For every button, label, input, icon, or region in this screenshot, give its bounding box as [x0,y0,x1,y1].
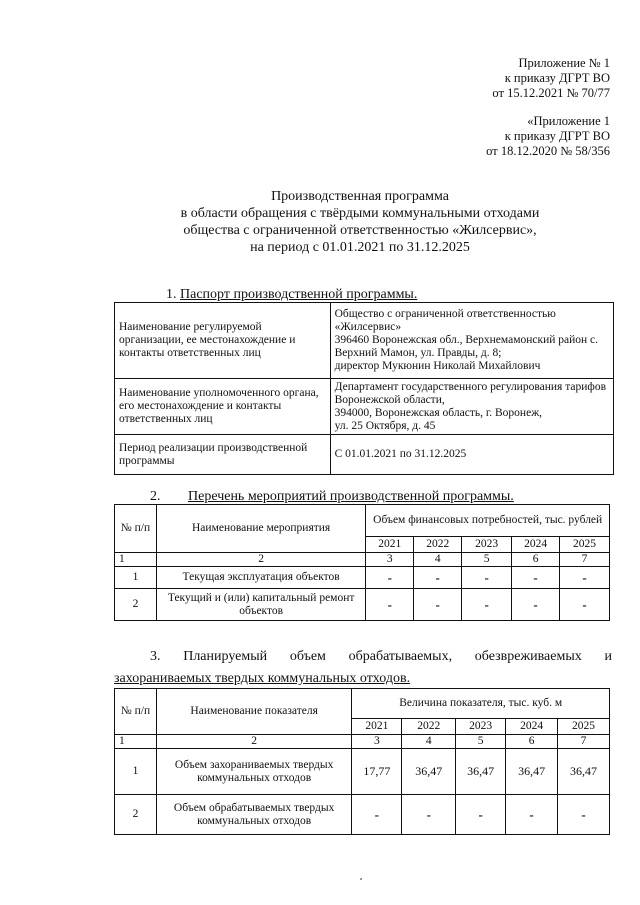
table-header-row [115,689,610,719]
year-header: 2021 [352,719,402,735]
index-cell: 1 [115,735,157,749]
value-cell: 36,47 [456,749,506,795]
value-cell: - [414,567,462,589]
index-cell: 3 [352,735,402,749]
year-header: 2024 [506,719,558,735]
row-number: 1 [115,567,157,589]
table-row [115,795,610,835]
value-cell: 17,77 [352,749,402,795]
value-cell: - [462,589,512,621]
volumes-table [114,688,610,835]
passport-value [330,303,613,379]
value-cell: 36,47 [402,749,456,795]
section-number: 2. [150,489,161,504]
section-heading-text: Паспорт производственной программы. [180,287,418,302]
col-header-group: Величина показателя, тыс. куб. м [352,689,610,719]
table-row [115,303,614,379]
value-cell: - [506,795,558,835]
appendix-line: к приказу ДГРТ ВО [504,129,610,143]
year-header: 2022 [414,537,462,553]
heading-word: обрабатываемых, [348,649,453,664]
section2-heading [150,488,514,505]
section3-heading [150,648,612,665]
passport-label: Наименование регулируемой организации, ее местонахождение и контакты ответственных лиц [115,303,331,379]
index-cell: 4 [414,553,462,567]
appendix-line: от 15.12.2021 № 70/77 [492,86,610,100]
index-cell: 2 [156,553,365,567]
index-cell: 7 [560,553,610,567]
scan-speck [360,878,362,880]
heading-word: объем [289,649,326,664]
year-header: 2024 [512,537,560,553]
year-header: 2023 [462,537,512,553]
value-cell: - [366,567,414,589]
activity-name: Текущий и (или) капитальный ремонт объектов [156,589,365,621]
heading-word: Планируемый [183,649,268,664]
appendix-header-current [492,56,610,101]
title-line: общества с ограниченной ответственностью «Жилсервис», [183,223,537,238]
index-cell: 2 [156,735,351,749]
index-cell: 5 [456,735,506,749]
appendix-line: «Приложение 1 [527,114,610,128]
year-header: 2025 [558,719,610,735]
index-cell: 1 [115,553,157,567]
section3-heading-line2 [114,670,410,687]
value-cell: - [512,589,560,621]
title-line: Производственная программа [271,189,449,204]
section-heading-text: Перечень мероприятий производственной программы. [188,489,514,504]
section-number: 1. [166,287,177,302]
index-row [115,735,610,749]
indicator-name: Объем обрабатываемых твердых коммунальных отходов [156,795,351,835]
passport-table [114,302,614,475]
index-cell: 6 [506,735,558,749]
passport-value [330,435,613,475]
index-row [115,553,610,567]
activity-name: Текущая эксплуатация объектов [156,567,365,589]
year-header: 2025 [560,537,610,553]
document-title [60,188,640,256]
section-number: 3. [150,649,161,664]
section1-heading [166,286,417,303]
appendix-line: от 18.12.2020 № 58/356 [486,144,610,158]
table-row [115,435,614,475]
title-line: на период с 01.01.2021 по 31.12.2025 [250,240,470,255]
row-number: 2 [115,795,157,835]
passport-label: Наименование уполномоченного органа, его местонахождение и контакты ответственных лиц [115,379,331,435]
value-cell: - [512,567,560,589]
section-heading-text: захораниваемых твердых коммунальных отходов. [114,671,411,686]
value-cell: - [560,589,610,621]
col-header-name: Наименование мероприятия [156,505,365,553]
value-cell: - [414,589,462,621]
appendix-header-previous [486,114,610,159]
heading-word: и [604,649,612,664]
col-header-no: № п/п [115,505,157,553]
year-header: 2021 [366,537,414,553]
value-cell: 36,47 [506,749,558,795]
value-line: ул. 25 Октября, д. 45 [334,419,436,432]
col-header-name: Наименование показателя [156,689,351,735]
value-line: Департамент государственного регулирования тарифов Воронежской области, [334,380,606,406]
year-header: 2022 [402,719,456,735]
value-line: директор Мукюнин Николай Михайлович [334,360,541,372]
table-row [115,749,610,795]
index-cell: 7 [558,735,610,749]
indicator-name: Объем захораниваемых твердых коммунальных отходов [156,749,351,795]
value-cell: - [558,795,610,835]
value-line: С 01.01.2021 по 31.12.2025 [334,448,467,460]
year-header: 2023 [456,719,506,735]
heading-word: обезвреживаемых [474,649,582,664]
index-cell: 3 [366,553,414,567]
value-cell: - [402,795,456,835]
value-cell: - [366,589,414,621]
passport-value [330,379,613,435]
value-cell: - [352,795,402,835]
title-line: в области обращения с твёрдыми коммунальными отходами [180,206,540,221]
table-row [115,567,610,589]
col-header-no: № п/п [115,689,157,735]
activities-table [114,504,610,621]
col-header-group: Объем финансовых потребностей, тыс. рублей [366,505,610,537]
index-cell: 6 [512,553,560,567]
value-cell: - [456,795,506,835]
value-cell: - [560,567,610,589]
row-number: 2 [115,589,157,621]
value-cell: 36,47 [558,749,610,795]
index-cell: 4 [402,735,456,749]
value-cell: - [462,567,512,589]
passport-label: Период реализации производственной программы [115,435,331,475]
table-row [115,589,610,621]
table-row [115,379,614,435]
index-cell: 5 [462,553,512,567]
value-line: 394000, Воронежская область, г. Воронеж, [334,406,543,419]
row-number: 1 [115,749,157,795]
value-line: Общество с ограниченной ответственностью «Жилсервис» [334,308,556,333]
appendix-line: Приложение № 1 [518,56,610,70]
value-line: 396460 Воронежская обл., Верхнемамонский район с. Верхний Мамон, ул. Правды, д. 8; [334,334,599,359]
appendix-line: к приказу ДГРТ ВО [504,71,610,85]
table-header-row [115,505,610,537]
